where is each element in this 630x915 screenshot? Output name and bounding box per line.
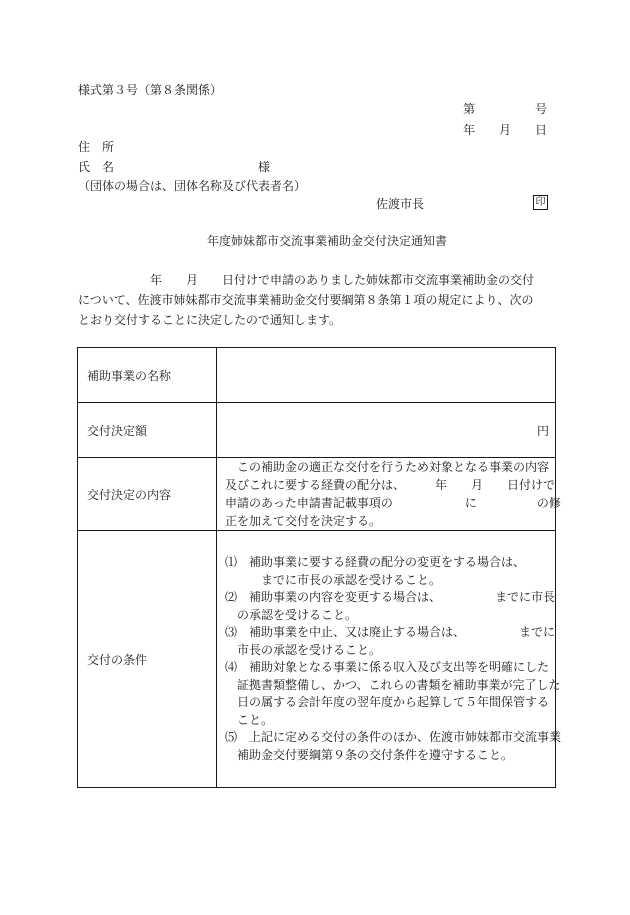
table-row — [78, 403, 556, 458]
conditions-label: 交付の条件 — [78, 531, 217, 788]
grant-amount-label: 交付決定額 — [78, 403, 217, 458]
table-row — [78, 458, 556, 531]
name-label: 氏 名 様 — [78, 160, 271, 174]
form-number: 様式第３号（第８条関係） — [78, 83, 223, 97]
project-name-label: 補助事業の名称 — [78, 348, 217, 403]
document-number: 第 号 — [463, 102, 548, 116]
notice-body: 年 月 日付けで申請のありました姉妹都市交流事業補助金の交付 について、佐渡市姉妹都市交流事業補助金交付要綱第８条第１項の規定により、次の とおり交付することに決定したので通知します。 — [78, 273, 535, 327]
group-note: （団体の場合は、団体名称及び代表者名） — [78, 179, 307, 193]
table-row — [78, 348, 556, 403]
document-date: 年 月 日 — [463, 123, 548, 137]
document-title: 年度姉妹都市交流事業補助金交付決定通知書 — [207, 234, 448, 248]
grant-amount-value: 円 — [217, 403, 556, 458]
decision-content-label: 交付決定の内容 — [78, 458, 217, 531]
project-name-value — [217, 348, 556, 403]
decision-table — [77, 347, 562, 788]
mayor-title: 佐渡市長 — [376, 197, 425, 211]
table-row — [78, 531, 556, 788]
seal-stamp: 印 — [533, 195, 548, 210]
conditions-value: ⑴ 補助事業に要する経費の配分の変更をする場合は、 までに市長の承認を受けること。 ⑵ 補助事業の内容を変更する場合は、 までに市長 の承認を受けること。 ⑶ 補助事業を中止、又は廃止する場合は、 までに 市長の承認を受けること。 ⑷ 補助対象となる事業に係る収入及び支出等を明確にした 証拠書類整備し、かつ、これらの書類を補助事業が完了した 日の属する会計年度の翌年度から起算して５年間保管する こと。 ⑸ 上記に定める交付の条件のほか、佐渡市姉妹都市交流事業 補助金交付要綱第９条の交付条件を遵守すること。 — [217, 531, 556, 788]
decision-content-value: この補助金の適正な交付を行うため対象となる事業の内容 及びこれに要する経費の配分は、 年 月 日付けで 申請のあった申請書記載事項の に の修 正を加えて交付を決定する。 — [217, 458, 556, 531]
address-label: 住 所 — [78, 140, 115, 154]
